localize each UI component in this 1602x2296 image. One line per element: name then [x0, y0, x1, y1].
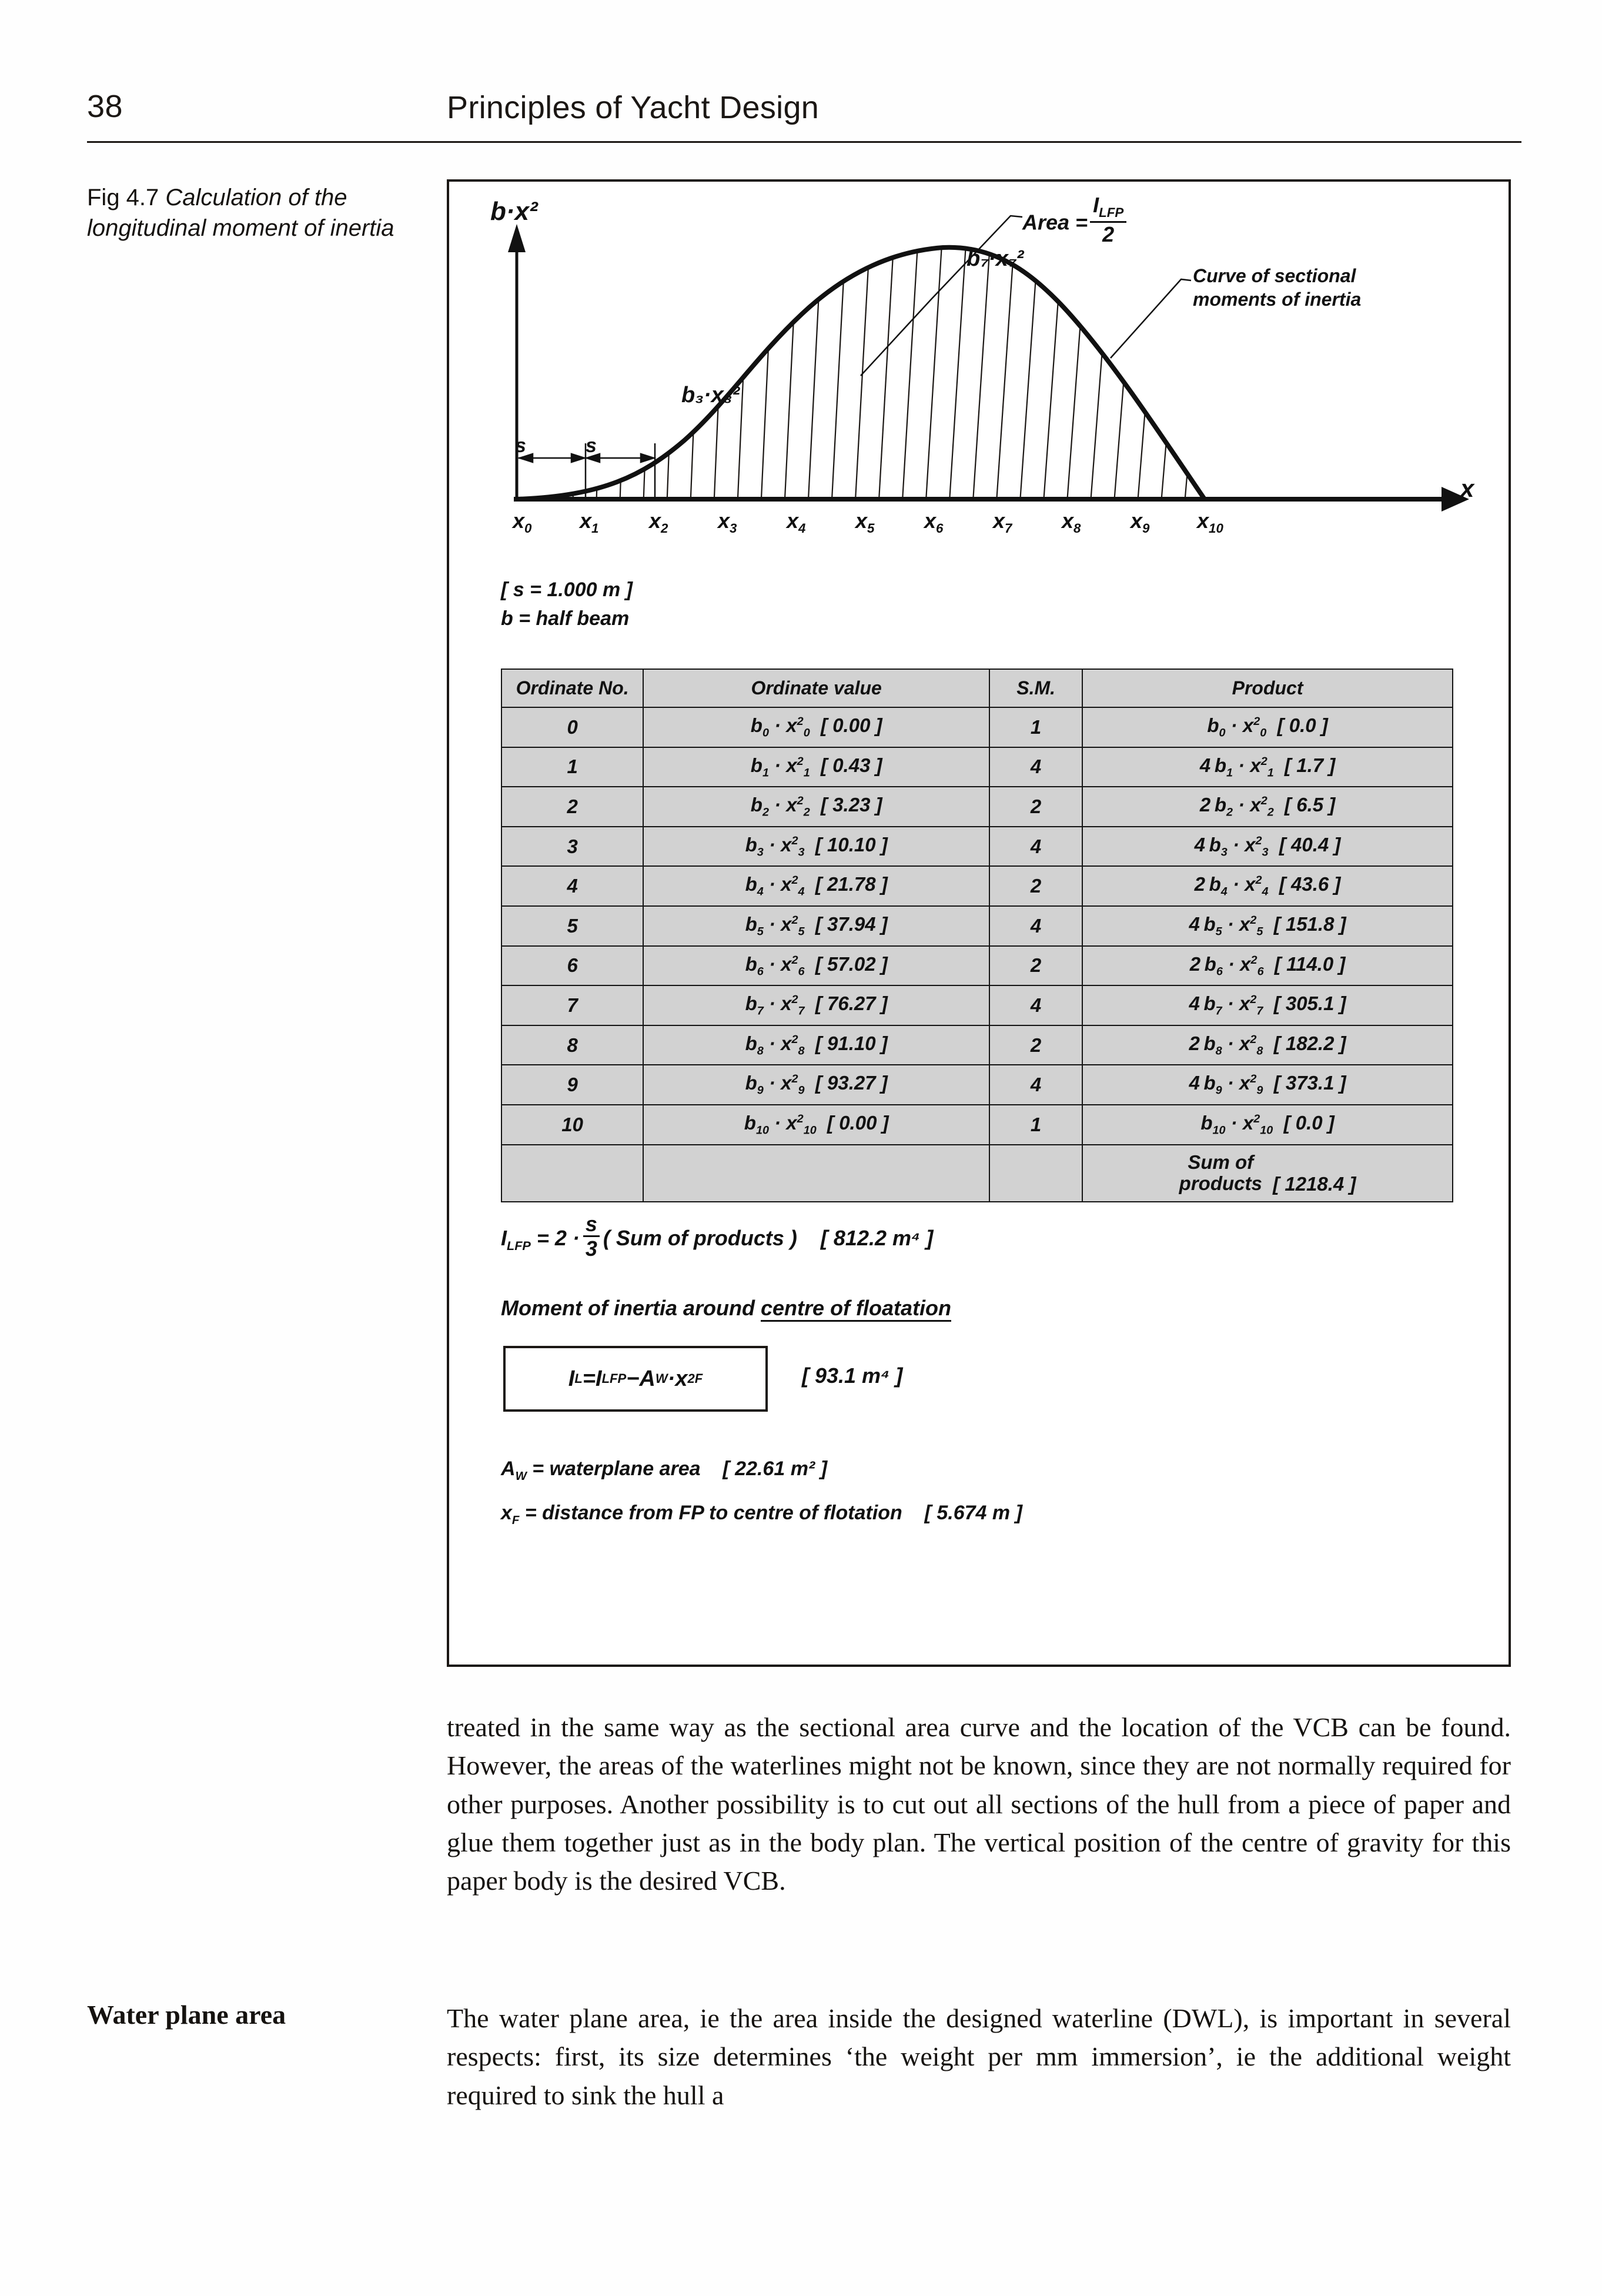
table-row: [501, 985, 1453, 1025]
ilfp-result: [ 812.2 m⁴ ]: [820, 1226, 934, 1250]
section-heading-water-plane-area: Water plane area: [87, 2000, 286, 2030]
cell-ordinate-value: $b_4 \cdot x^2_4$ [ 21.78 ]: [643, 866, 989, 906]
running-title: Principles of Yacht Design: [447, 90, 820, 125]
aw-term-subscript: W: [655, 1371, 668, 1386]
cell-simpson-multiplier: 4: [989, 747, 1082, 787]
cell-product: $b_{10} \cdot x^2_{10}$ [ 0.0 ]: [1082, 1105, 1453, 1145]
ilfp-subscript: LFP: [507, 1238, 531, 1254]
area-annotation: [1022, 195, 1126, 245]
x-axis-label: x: [1460, 474, 1474, 502]
x-tick-0: $x_0$: [513, 509, 532, 536]
definition-xf: [501, 1502, 1022, 1528]
table-body: [501, 707, 1453, 1202]
peak-ordinate-label: b₇·x₇²: [966, 246, 1024, 271]
table-row: [501, 906, 1453, 946]
curve-description-label: Curve of sectional moments of inertia: [1193, 265, 1362, 310]
area-annotation-text: Area =: [1022, 210, 1088, 235]
cell-simpson-multiplier: 4: [989, 827, 1082, 867]
cell-ordinate-no: 7: [501, 985, 643, 1025]
cell-ordinate-value: $b_2 \cdot x^2_2$ [ 3.23 ]: [643, 787, 989, 827]
boxed-formula-il: [503, 1346, 768, 1412]
table-header-row: [501, 669, 1453, 707]
cell-product: 2 $b_6 \cdot x^2_6$ [ 114.0 ]: [1082, 946, 1453, 986]
figure-caption-number: Fig 4.7: [87, 185, 166, 210]
cell-ordinate-value: $b_6 \cdot x^2_6$ [ 57.02 ]: [643, 946, 989, 986]
cell-simpson-multiplier: 2: [989, 866, 1082, 906]
xf-symbol: x: [501, 1502, 512, 1524]
ilfp-operator: = 2 ·: [536, 1226, 580, 1250]
x-tick-5: $x_5$: [855, 509, 875, 536]
figure-caption-text: Calculation of the longitudinal moment of inertia: [87, 185, 394, 241]
x-tick-3: $x_3$: [718, 509, 737, 536]
ilfp-tail: ( Sum of products ): [603, 1226, 797, 1250]
cell-product: 4 $b_7 \cdot x^2_7$ [ 305.1 ]: [1082, 985, 1453, 1025]
cell-blank: [501, 1145, 643, 1202]
inertia-curve: [517, 248, 1205, 499]
cell-simpson-multiplier: 2: [989, 946, 1082, 986]
aw-term-symbol: A: [639, 1366, 655, 1391]
spacing-label-2: s: [586, 435, 597, 457]
table-row: [501, 1065, 1453, 1105]
chart-svg: [449, 182, 1513, 546]
cell-ordinate-no: 5: [501, 906, 643, 946]
cell-ordinate-no: 1: [501, 747, 643, 787]
cell-simpson-multiplier: 4: [989, 906, 1082, 946]
cell-ordinate-value: $b_7 \cdot x^2_7$ [ 76.27 ]: [643, 985, 989, 1025]
note-halfbeam: b = half beam: [501, 607, 630, 630]
xf-term-sup: 2: [687, 1371, 695, 1386]
mid-ordinate-label: b₃·x₃²: [681, 383, 740, 407]
ilfp-term-symbol: I: [596, 1366, 602, 1391]
table-row: [501, 707, 1453, 747]
il-symbol: I: [568, 1366, 575, 1391]
aw-subscript: W: [515, 1469, 527, 1483]
x-tick-10: $x_{10}$: [1197, 509, 1223, 536]
boxed-formula-result: [ 93.1 m⁴ ]: [802, 1363, 903, 1388]
cell-simpson-multiplier: 2: [989, 1025, 1082, 1065]
definition-aw: [501, 1458, 827, 1483]
th-sm: S.M.: [989, 669, 1082, 707]
area-fraction: [1090, 195, 1126, 245]
xf-term-subscript: F: [694, 1371, 703, 1386]
area-fraction-numerator: $I_{LFP}$: [1090, 195, 1126, 223]
cell-simpson-multiplier: 1: [989, 1105, 1082, 1145]
cell-simpson-multiplier: 4: [989, 1065, 1082, 1105]
moment-of-inertia-heading: [501, 1296, 951, 1321]
il-dot: ·: [667, 1366, 675, 1391]
cell-ordinate-no: 10: [501, 1105, 643, 1145]
cell-ordinate-no: 3: [501, 827, 643, 867]
ilfp-symbol: I: [501, 1226, 507, 1250]
moi-heading-underlined: centre of floatation: [761, 1296, 951, 1322]
x-tick-7: $x_7$: [993, 509, 1012, 536]
aw-result: [ 22.61 m² ]: [723, 1458, 828, 1480]
cell-product: 4 $b_9 \cdot x^2_9$ [ 373.1 ]: [1082, 1065, 1453, 1105]
th-ordinate-value: Ordinate value: [643, 669, 989, 707]
xf-term-symbol: x: [675, 1366, 688, 1391]
y-axis-arrow-icon: [508, 224, 526, 252]
table-sum-row: [501, 1145, 1453, 1202]
cell-ordinate-value: $b_5 \cdot x^2_5$ [ 37.94 ]: [643, 906, 989, 946]
xf-text: = distance from FP to centre of flotation: [524, 1502, 902, 1524]
aw-text: = waterplane area: [532, 1458, 701, 1480]
cell-ordinate-no: 4: [501, 866, 643, 906]
cell-ordinate-no: 0: [501, 707, 643, 747]
cell-ordinate-value: $b_3 \cdot x^2_3$ [ 10.10 ]: [643, 827, 989, 867]
figure-notes: [501, 576, 633, 634]
table-row: [501, 866, 1453, 906]
x-tick-8: $x_8$: [1062, 509, 1081, 536]
cell-blank: [643, 1145, 989, 1202]
aw-symbol: A: [501, 1458, 516, 1480]
body-paragraph-2: The water plane area, ie the area inside the designed waterline (DWL), is important in several respects: first, its size determines ‘the weight per mm immersion’, ie the additional weight required to sink the hull a: [447, 2003, 1511, 2110]
body-paragraph-1: treated in the same way as the sectional area curve and the location of the VCB can be found. However, the areas of the waterlines might not be known, since they are not normally required for other purposes. Another possibility is to cut out all sections of the hull from a piece of paper and glue them together just as in the body plan. The vertical position of the centre of gravity for this paper body is the desired VCB.: [447, 1712, 1511, 1896]
cell-blank: [989, 1145, 1082, 1202]
area-fraction-denominator: 2: [1102, 222, 1115, 246]
y-axis-label: b·x²: [490, 197, 538, 226]
cell-ordinate-value: $b_{10} \cdot x^2_{10}$ [ 0.00 ]: [643, 1105, 989, 1145]
ilfp-fraction: [583, 1214, 600, 1259]
table-row: [501, 946, 1453, 986]
cell-sum-of-products: Sum of products [ 1218.4 ]: [1082, 1145, 1453, 1202]
x-tick-2: $x_2$: [649, 509, 668, 536]
curve-leader-line: [1111, 279, 1191, 358]
note-spacing: [ s = 1.000 m ]: [501, 579, 633, 601]
cell-ordinate-value: $b_0 \cdot x^2_0$ [ 0.00 ]: [643, 707, 989, 747]
page-number: 38: [87, 89, 123, 124]
table-row: [501, 787, 1453, 827]
figure-caption: [87, 182, 416, 243]
xf-result: [ 5.674 m ]: [924, 1502, 1022, 1524]
th-ordinate-no: Ordinate No.: [501, 669, 643, 707]
cell-ordinate-value: $b_8 \cdot x^2_8$ [ 91.10 ]: [643, 1025, 989, 1065]
cell-product: 2 $b_4 \cdot x^2_4$ [ 43.6 ]: [1082, 866, 1453, 906]
th-product: Product: [1082, 669, 1453, 707]
table-row: [501, 827, 1453, 867]
ordinate-table: [501, 669, 1453, 1202]
header-rule: [87, 141, 1521, 143]
x-tick-4: $x_4$: [787, 509, 806, 536]
moi-heading-plain: Moment of inertia around: [501, 1296, 761, 1320]
cell-simpson-multiplier: 2: [989, 787, 1082, 827]
table-row: [501, 747, 1453, 787]
figure-content: [449, 182, 1509, 1665]
cell-ordinate-no: 2: [501, 787, 643, 827]
cell-product: $b_0 \cdot x^2_0$ [ 0.0 ]: [1082, 707, 1453, 747]
il-equals: =: [582, 1366, 596, 1391]
cell-product: 4 $b_1 \cdot x^2_1$ [ 1.7 ]: [1082, 747, 1453, 787]
cell-product: 2 $b_2 \cdot x^2_2$ [ 6.5 ]: [1082, 787, 1453, 827]
table-row: [501, 1025, 1453, 1065]
table-row: [501, 1105, 1453, 1145]
spacing-label-1: s: [515, 435, 526, 457]
ilfp-term-subscript: LFP: [601, 1371, 627, 1386]
cell-simpson-multiplier: 1: [989, 707, 1082, 747]
hatch-fill: [526, 235, 1208, 511]
x-tick-6: $x_6$: [924, 509, 944, 536]
x-tick-1: $x_1$: [580, 509, 599, 536]
cell-ordinate-no: 9: [501, 1065, 643, 1105]
cell-product: 4 $b_3 \cdot x^2_3$ [ 40.4 ]: [1082, 827, 1453, 867]
formula-ilfp: [501, 1214, 933, 1259]
cell-simpson-multiplier: 4: [989, 985, 1082, 1025]
x-tick-9: $x_9$: [1131, 509, 1150, 536]
cell-ordinate-value: $b_1 \cdot x^2_1$ [ 0.43 ]: [643, 747, 989, 787]
xf-subscript: F: [511, 1513, 520, 1527]
figure-frame: [447, 179, 1511, 1667]
area-leader-line: [861, 216, 1022, 376]
ilfp-frac-den: 3: [585, 1236, 597, 1261]
ilfp-frac-num: s: [583, 1214, 600, 1237]
cell-product: 2 $b_8 \cdot x^2_8$ [ 182.2 ]: [1082, 1025, 1453, 1065]
cell-ordinate-value: $b_9 \cdot x^2_9$ [ 93.27 ]: [643, 1065, 989, 1105]
il-minus: −: [626, 1366, 640, 1391]
cell-ordinate-no: 8: [501, 1025, 643, 1065]
il-subscript: L: [574, 1371, 583, 1386]
cell-product: 4 $b_5 \cdot x^2_5$ [ 151.8 ]: [1082, 906, 1453, 946]
cell-ordinate-no: 6: [501, 946, 643, 986]
